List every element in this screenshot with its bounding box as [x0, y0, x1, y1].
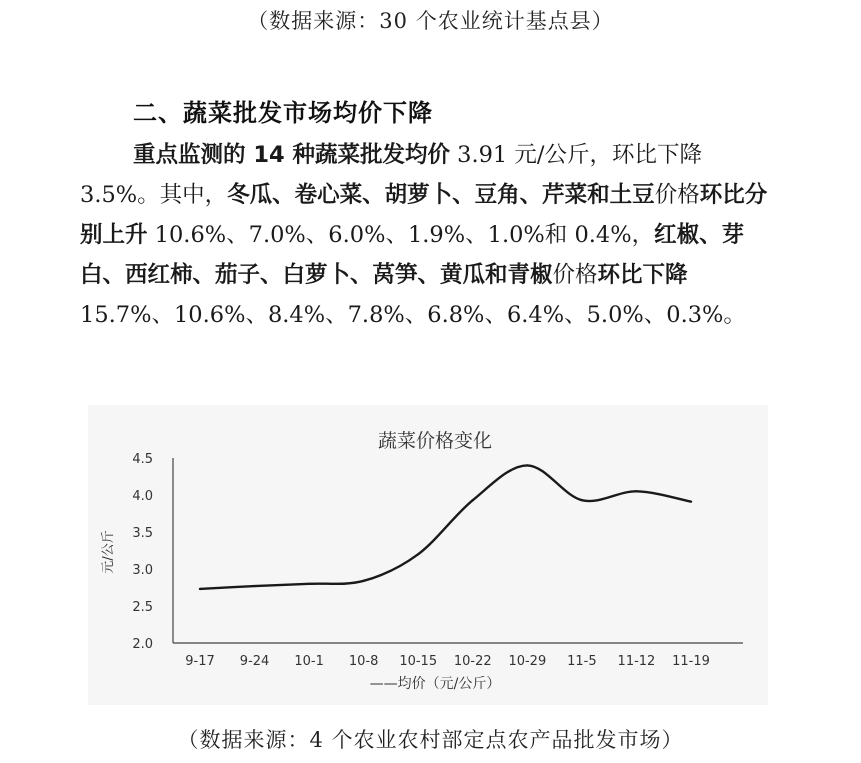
- x-tick-label: 11-12: [617, 654, 656, 669]
- section-heading: 二、蔬菜批发市场均价下降: [133, 99, 433, 127]
- source-note-bottom: （数据来源：4 个农业农村部定点农产品批发市场）: [177, 728, 684, 752]
- x-tick-label: 10-29: [508, 654, 547, 669]
- data-point: [308, 583, 310, 585]
- x-tick-label: 10-8: [348, 654, 379, 669]
- bold-phrase-2: 冬瓜、卷心菜、胡萝卜、豆角、芹菜和土豆: [227, 182, 655, 208]
- y-axis-label: 元/公斤: [101, 530, 116, 574]
- bold-phrase-4: 红椒、芽白、西红柿、茄子、白萝卜、莴笋、黄瓜和青椒: [80, 222, 745, 288]
- data-point: [417, 553, 419, 555]
- text-phrase-1: 3.91 元/公斤，环比下降 3.5%。其中，: [80, 142, 702, 208]
- data-point: [690, 500, 692, 502]
- data-point: [635, 490, 637, 492]
- y-tick-label: 3.5: [132, 526, 153, 541]
- text-phrase-5: 15.7%、10.6%、8.4%、7.8%、6.8%、6.4%、5.0%、0.3%。: [80, 302, 746, 328]
- x-tick-label: 10-22: [453, 654, 492, 669]
- data-point: [362, 580, 364, 582]
- data-point: [526, 464, 528, 466]
- y-tick-label: 3.0: [132, 563, 153, 578]
- price-series-line: [200, 465, 691, 589]
- x-tick-label: 9-17: [185, 654, 215, 669]
- data-point: [472, 499, 474, 501]
- y-tick-label: 2.0: [132, 637, 153, 652]
- data-point: [199, 588, 201, 590]
- summary-paragraph: [80, 135, 780, 335]
- legend-label: ——均价（元/公斤）: [369, 676, 501, 692]
- y-tick-label: 2.5: [132, 600, 153, 615]
- bold-phrase-1: 重点监测的 14 种蔬菜批发均价: [133, 142, 450, 168]
- bold-phrase-5: 环比下降: [597, 262, 688, 288]
- x-tick-label: 11-5: [567, 654, 597, 669]
- text-phrase-3: 10.6%、7.0%、6.0%、1.9%、1.0%和 0.4%，: [147, 222, 655, 248]
- source-note-top: （数据来源：30 个农业统计基点县）: [247, 9, 614, 33]
- data-point: [581, 499, 583, 501]
- y-tick-label: 4.0: [132, 489, 153, 504]
- x-tick-label: 9-24: [239, 654, 270, 669]
- text-phrase-2: 价格: [654, 182, 700, 208]
- data-point: [253, 585, 255, 587]
- x-tick-label: 10-1: [294, 654, 324, 669]
- chart-title: 蔬菜价格变化: [377, 430, 493, 452]
- y-tick-label: 4.5: [132, 452, 153, 467]
- bold-phrase-3: 环比分别上升: [80, 182, 768, 248]
- chart-canvas: [88, 405, 768, 705]
- text-phrase-4: 价格: [552, 262, 598, 288]
- x-tick-label: 10-15: [399, 654, 438, 669]
- vegetable-price-chart: [88, 405, 768, 705]
- x-tick-label: 11-19: [672, 654, 710, 669]
